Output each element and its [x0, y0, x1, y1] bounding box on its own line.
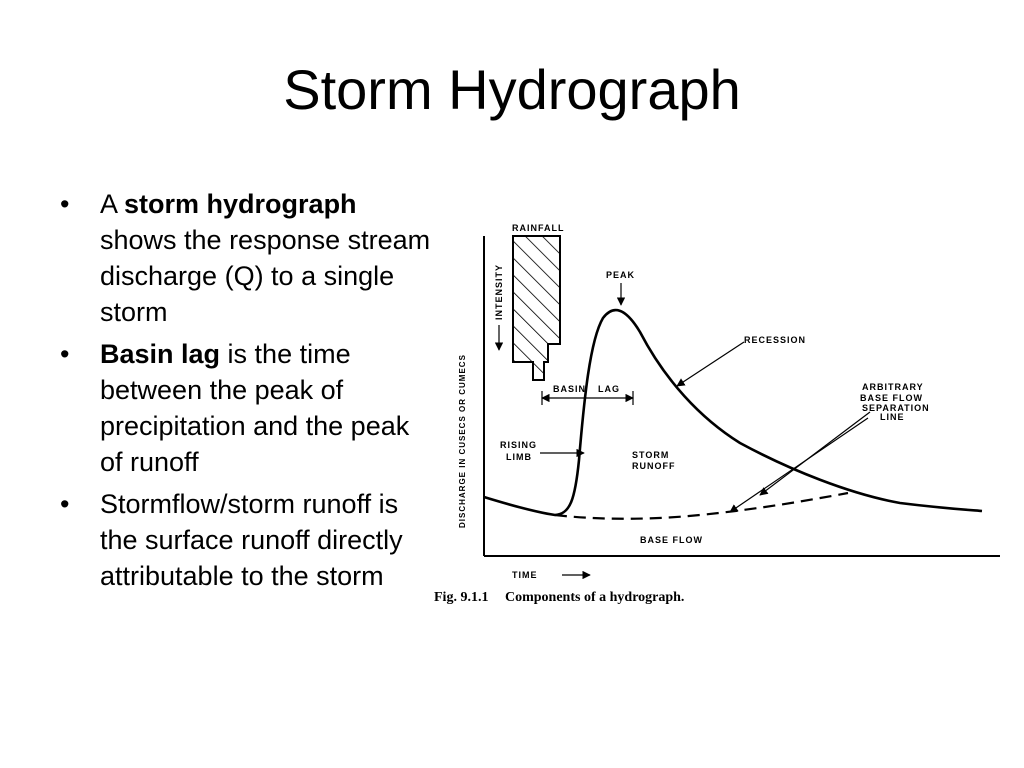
rainfall-bar	[513, 236, 560, 380]
basin-label: BASIN	[553, 384, 587, 394]
recession-label: RECESSION	[744, 335, 807, 345]
intensity-label: INTENSITY	[494, 263, 504, 320]
bullet-icon: •	[60, 489, 70, 519]
peak-label: PEAK	[606, 270, 636, 280]
separation-label-2: BASE FLOW	[860, 393, 923, 403]
bullet-item-storm-hydrograph	[56, 186, 436, 330]
rising-label: RISING	[500, 440, 538, 450]
separation-label-1: ARBITRARY	[862, 382, 924, 392]
bullet-2-bold: Basin lag	[100, 339, 221, 369]
y-axis-label: DISCHARGE IN CUSECS OR CUMECS	[458, 354, 467, 528]
separation-label-3: SEPARATION	[862, 403, 930, 413]
lag-label: LAG	[598, 384, 620, 394]
rainfall-label: RAINFALL	[512, 223, 565, 233]
bullet-1-text: shows the response stream discharge (Q) to a single storm	[100, 225, 431, 327]
time-label: TIME	[512, 570, 538, 580]
separation-label-4: LINE	[880, 412, 905, 422]
bullet-2-text: is the time between the peak of precipitation and the peak of runoff	[100, 339, 410, 477]
figure-caption-text: Components of a hydrograph.	[505, 590, 685, 605]
bullet-1-pre: A	[100, 189, 125, 219]
bullet-3-text: Stormflow/storm runoff is the surface runoff directly attributable to the storm	[100, 489, 403, 591]
separation-arrow-icon-2	[760, 412, 870, 495]
base-flow-separation	[555, 493, 848, 519]
recession-arrow-icon	[677, 342, 744, 386]
runoff-label: RUNOFF	[632, 461, 676, 471]
limb-label: LIMB	[506, 452, 532, 462]
bullet-list	[56, 186, 436, 600]
bullet-1-bold: storm hydrograph	[124, 189, 357, 219]
bullet-icon: •	[60, 189, 70, 219]
storm-label: STORM	[632, 450, 670, 460]
bullet-item-stormflow	[56, 486, 436, 594]
base-flow-label: BASE FLOW	[640, 535, 703, 545]
figure-caption-number: Fig. 9.1.1	[434, 590, 489, 605]
slide-title: Storm Hydrograph	[283, 58, 741, 121]
bullet-item-basin-lag	[56, 336, 436, 480]
bullet-icon: •	[60, 339, 70, 369]
hydrograph-figure	[430, 185, 1010, 615]
